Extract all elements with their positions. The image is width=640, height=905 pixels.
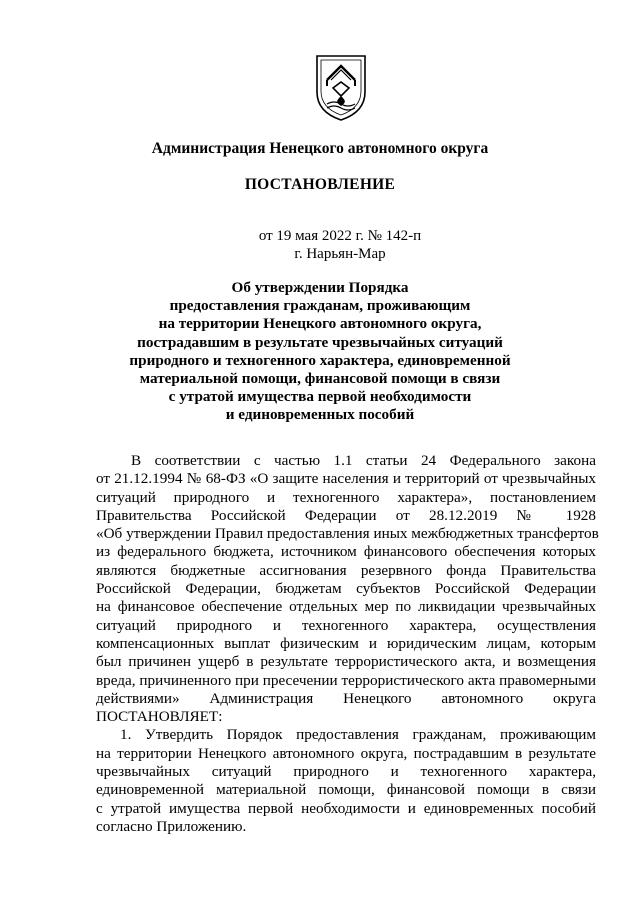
body-line: В соответствии с частью 1.1 статьи 24 Федерального закона: [131, 452, 596, 469]
body-line: действиями» Администрация Ненецкого автономного округа: [96, 689, 596, 707]
body-line: Российской Федерации, бюджетам субъектов Российской Федерации: [96, 580, 596, 598]
title-line: с утратой имущества первой необходимости: [168, 388, 472, 406]
title-line: предоставления гражданам, проживающим: [169, 297, 471, 315]
item-1-paragraph: [96, 726, 596, 836]
body-line: чрезвычайных ситуаций природного и техногенного характера,: [96, 763, 596, 781]
body-line: ситуаций природного и техногенного характера, осуществления: [96, 616, 596, 634]
body-line: от 21.12.1994 № 68-ФЗ «О защите населения и территорий от чрезвычайных: [96, 470, 596, 488]
body-line: Правительства Российской Федерации от 28.12.2019 № 1928: [96, 506, 596, 524]
body-line: компенсационных выплат физическим и юридическим лицам, которым: [96, 634, 596, 652]
title-line: природного и техногенного характера, единовременной: [129, 351, 511, 369]
body-line: ПОСТАНОВЛЯЕТ:: [96, 708, 223, 726]
body-line: «Об утверждении Правил предоставления иных межбюджетных трансфертов: [96, 525, 599, 543]
body-line: ситуаций природного и техногенного характера», постановлением: [96, 488, 596, 506]
title-line: Об утверждении Порядка: [231, 279, 409, 296]
body-line: 1. Утвердить Порядок предоставления гражданам, проживающим: [120, 726, 596, 744]
body-line: с утратой имущества первой необходимости и единовременных пособий: [96, 799, 596, 817]
body-line: на финансовое обеспечение отдельных мер по ликвидации чрезвычайных: [96, 598, 596, 616]
document-date-number: от 19 мая 2022 г. № 142-п: [258, 228, 422, 244]
document-type: ПОСТАНОВЛЕНИЕ: [244, 176, 396, 193]
body-line: был причинен ущерб в результате террористического акта, и возмещения: [96, 653, 596, 671]
document-title: [0, 279, 640, 425]
body-line: единовременной материальной помощи, финансовой помощи в связи: [96, 781, 596, 799]
title-line: материальной помощи, финансовой помощи в связи: [139, 370, 501, 388]
agency-name: Администрация Ненецкого автономного округа: [151, 140, 489, 157]
title-line: пострадавшим в результате чрезвычайных ситуаций: [137, 333, 503, 351]
body-line: вреда, причиненного при пресечении террористического акта правомерными: [96, 671, 596, 689]
body-line: на территории Ненецкого автономного округа, пострадавшим в результате: [96, 744, 596, 762]
document-place: г. Нарьян-Мар: [294, 246, 386, 262]
body-line: согласно Приложению.: [96, 817, 247, 835]
document-body: [96, 452, 599, 836]
title-line: на территории Ненецкого автономного округа,: [158, 315, 482, 333]
body-line: являются бюджетные ассигнования резервного фонда Правительства: [96, 561, 596, 579]
body-line: из федерального бюджета, источником финансового обеспечения которых: [96, 543, 596, 561]
coat-of-arms-emblem: [313, 52, 369, 124]
preamble-paragraph: [96, 452, 599, 726]
title-line: и единовременных пособий: [225, 406, 415, 424]
